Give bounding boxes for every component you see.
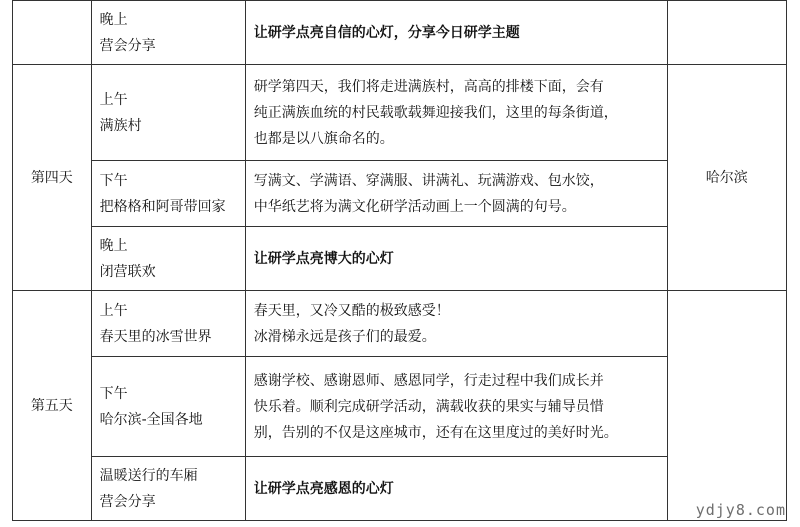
time-label: 温暖送行的车厢 [99,467,198,484]
activity-label: 营会分享 [99,37,156,54]
day-cell: 第五天 [13,291,92,521]
description-line: 中华纸艺将为满文化研学活动画上一个圆满的句号。 [253,198,576,215]
time-cell [91,65,245,161]
activity-label: 满族村 [99,117,142,134]
description-cell [245,161,667,227]
description-line: 快乐着。顺利完成研学活动，满载收获的果实与辅导员惜 [253,398,604,415]
time-cell [91,357,245,457]
description-line: 感谢学校、感谢恩师、感恩同学，行走过程中我们成长并 [253,372,604,389]
activity-label: 把格格和阿哥带回家 [99,198,226,215]
description-cell [245,65,667,161]
day-cell [13,1,92,65]
city-cell [667,291,787,521]
description-cell [245,1,667,65]
description-line: 纯正满族血统的村民载歌载舞迎接我们，这里的每条街道， [253,104,618,121]
time-label: 下午 [99,385,128,402]
city-cell: 哈尔滨 [667,65,787,291]
table-row [13,65,787,161]
description-line: 研学第四天，我们将走进满族村，高高的排楼下面，会有 [253,78,604,95]
description-line: 让研学点亮博大的心灯 [253,250,394,267]
time-label: 上午 [99,302,128,319]
activity-label: 闭营联欢 [99,263,156,280]
description-line: 让研学点亮自信的心灯，分享今日研学主题 [253,24,520,41]
table-row [13,1,787,65]
time-cell [91,1,245,65]
description-line: 别，告别的不仅是这座城市，还有在这里度过的美好时光。 [253,424,618,441]
description-line: 也都是以八旗命名的。 [253,130,394,147]
description-line: 春天里，又冷又酷的极致感受！ [253,302,450,319]
day-cell: 第四天 [13,65,92,291]
description-cell [245,457,667,521]
description-cell [245,357,667,457]
description-cell [245,291,667,357]
city-cell [667,1,787,65]
activity-label: 春天里的冰雪世界 [99,328,212,345]
time-label: 晚上 [99,237,128,254]
time-cell [91,457,245,521]
itinerary-table [12,0,787,521]
description-line: 冰滑梯永远是孩子们的最爱。 [253,328,436,345]
description-line: 让研学点亮感恩的心灯 [253,480,394,497]
time-label: 下午 [99,172,128,189]
description-cell [245,227,667,291]
table-row [13,291,787,357]
time-cell [91,227,245,291]
activity-label: 哈尔滨-全国各地 [99,411,203,428]
time-cell [91,291,245,357]
time-cell [91,161,245,227]
time-label: 上午 [99,91,128,108]
watermark-text: ydjy8.com [695,501,786,519]
activity-label: 营会分享 [99,493,156,510]
description-line: 写满文、学满语、穿满服、讲满礼、玩满游戏、包水饺， [253,172,604,189]
time-label: 晚上 [99,11,128,28]
